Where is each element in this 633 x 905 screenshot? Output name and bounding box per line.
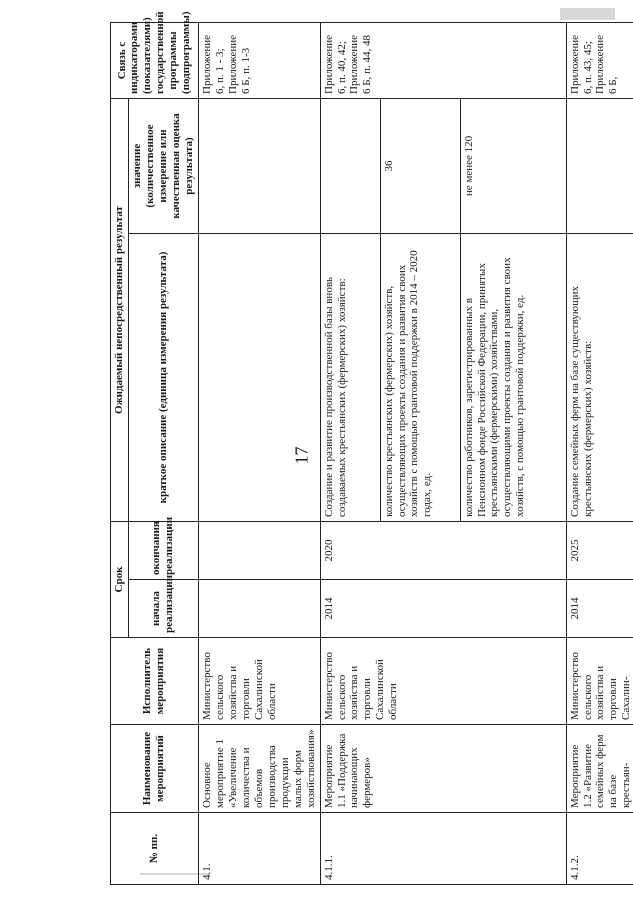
subrow-desc: количество работников, зарегистрированных в Пенсионном фонде Российской Федерации, принятых крестьянскими (фермерскими) хозяйствами, осуществляющими проекты создания и развития своих хозяйств, с помощью грантовой поддержки, ед.: [460, 234, 566, 522]
header-result: Ожидаемый непосредственный результат: [111, 99, 129, 522]
header-row-top: [111, 23, 129, 885]
header-result-desc: краткое описание (единица измерения результата): [128, 234, 198, 522]
header-num: № пп.: [111, 813, 199, 885]
header-term: Срок: [111, 522, 129, 638]
row-name: Мероприятие 1.1 «Поддержка начинающих фермеров»: [320, 725, 566, 813]
subrow-value: не менее 120: [460, 99, 566, 234]
row-desc: Создание семейных ферм на базе существующих крестьянских (фермерских) хозяйств:: [566, 234, 633, 522]
row-start: [198, 580, 320, 638]
header-name: Наименование мероприятий: [111, 725, 199, 813]
header-term-end: окончания реализации: [128, 522, 198, 580]
row-end: 2020: [320, 522, 566, 580]
header-link: Связь с индикаторами (показателями) государственной программы (подпрограммы): [111, 23, 199, 99]
row-link: Приложение 6, п. 40, 42; Приложение 6 Б, п. 44, 48: [320, 23, 566, 99]
header-executor: Исполнитель мероприятия: [111, 638, 199, 725]
header-term-start: начала реализации: [128, 580, 198, 638]
row-desc: [198, 234, 320, 522]
table-row: [198, 23, 320, 885]
table-row: [320, 23, 380, 885]
header-result-value: значение (количественное измерение или качественная оценка результата): [128, 99, 198, 234]
row-link: Приложение 6, п. 1 - 3; Приложение 6 Б, п. 1-3: [198, 23, 320, 99]
row-end: [198, 522, 320, 580]
row-start: 2014: [566, 580, 633, 638]
activities-table: [110, 11, 633, 885]
row-num: 4.1.2.: [566, 813, 633, 885]
table-row: [566, 23, 633, 885]
row-link: Приложение 6, п. 43, 45; Приложение 6 Б,: [566, 23, 633, 99]
row-executor: Министерство сельского хозяйства и торговли Сахалинской области: [198, 638, 320, 725]
row-value: [566, 99, 633, 234]
row-num: 4.1.1.: [320, 813, 566, 885]
subrow-desc: количество крестьянских (фермерских) хозяйств, осуществляющих проекты создания и развития своих хозяйств с помощью грантовой поддержки в 2014 – 2020 годах, ед.: [380, 234, 460, 522]
row-value: [320, 99, 380, 234]
row-end: 2025: [566, 522, 633, 580]
row-start: 2014: [320, 580, 566, 638]
subrow-value: 36: [380, 99, 460, 234]
row-num: 4.1.: [198, 813, 320, 885]
row-desc: Создание и развитие производственной базы вновь создаваемых крестьянских (фермерских) хозяйств:: [320, 234, 380, 522]
row-name: Мероприятие 1.2 «Развитие семейных ферм на базе крестьян-: [566, 725, 633, 813]
page-number: 17: [291, 446, 312, 465]
row-executor: Министерство сельского хозяйства и торговли Сахалин-: [566, 638, 633, 725]
row-name: Основное мероприятие 1 «Увеличение количества и объемов производства продукции малых форм хозяйствования»: [198, 725, 320, 813]
row-executor: Министерство сельского хозяйства и торговли Сахалинской области: [320, 638, 566, 725]
row-value: [198, 99, 320, 234]
